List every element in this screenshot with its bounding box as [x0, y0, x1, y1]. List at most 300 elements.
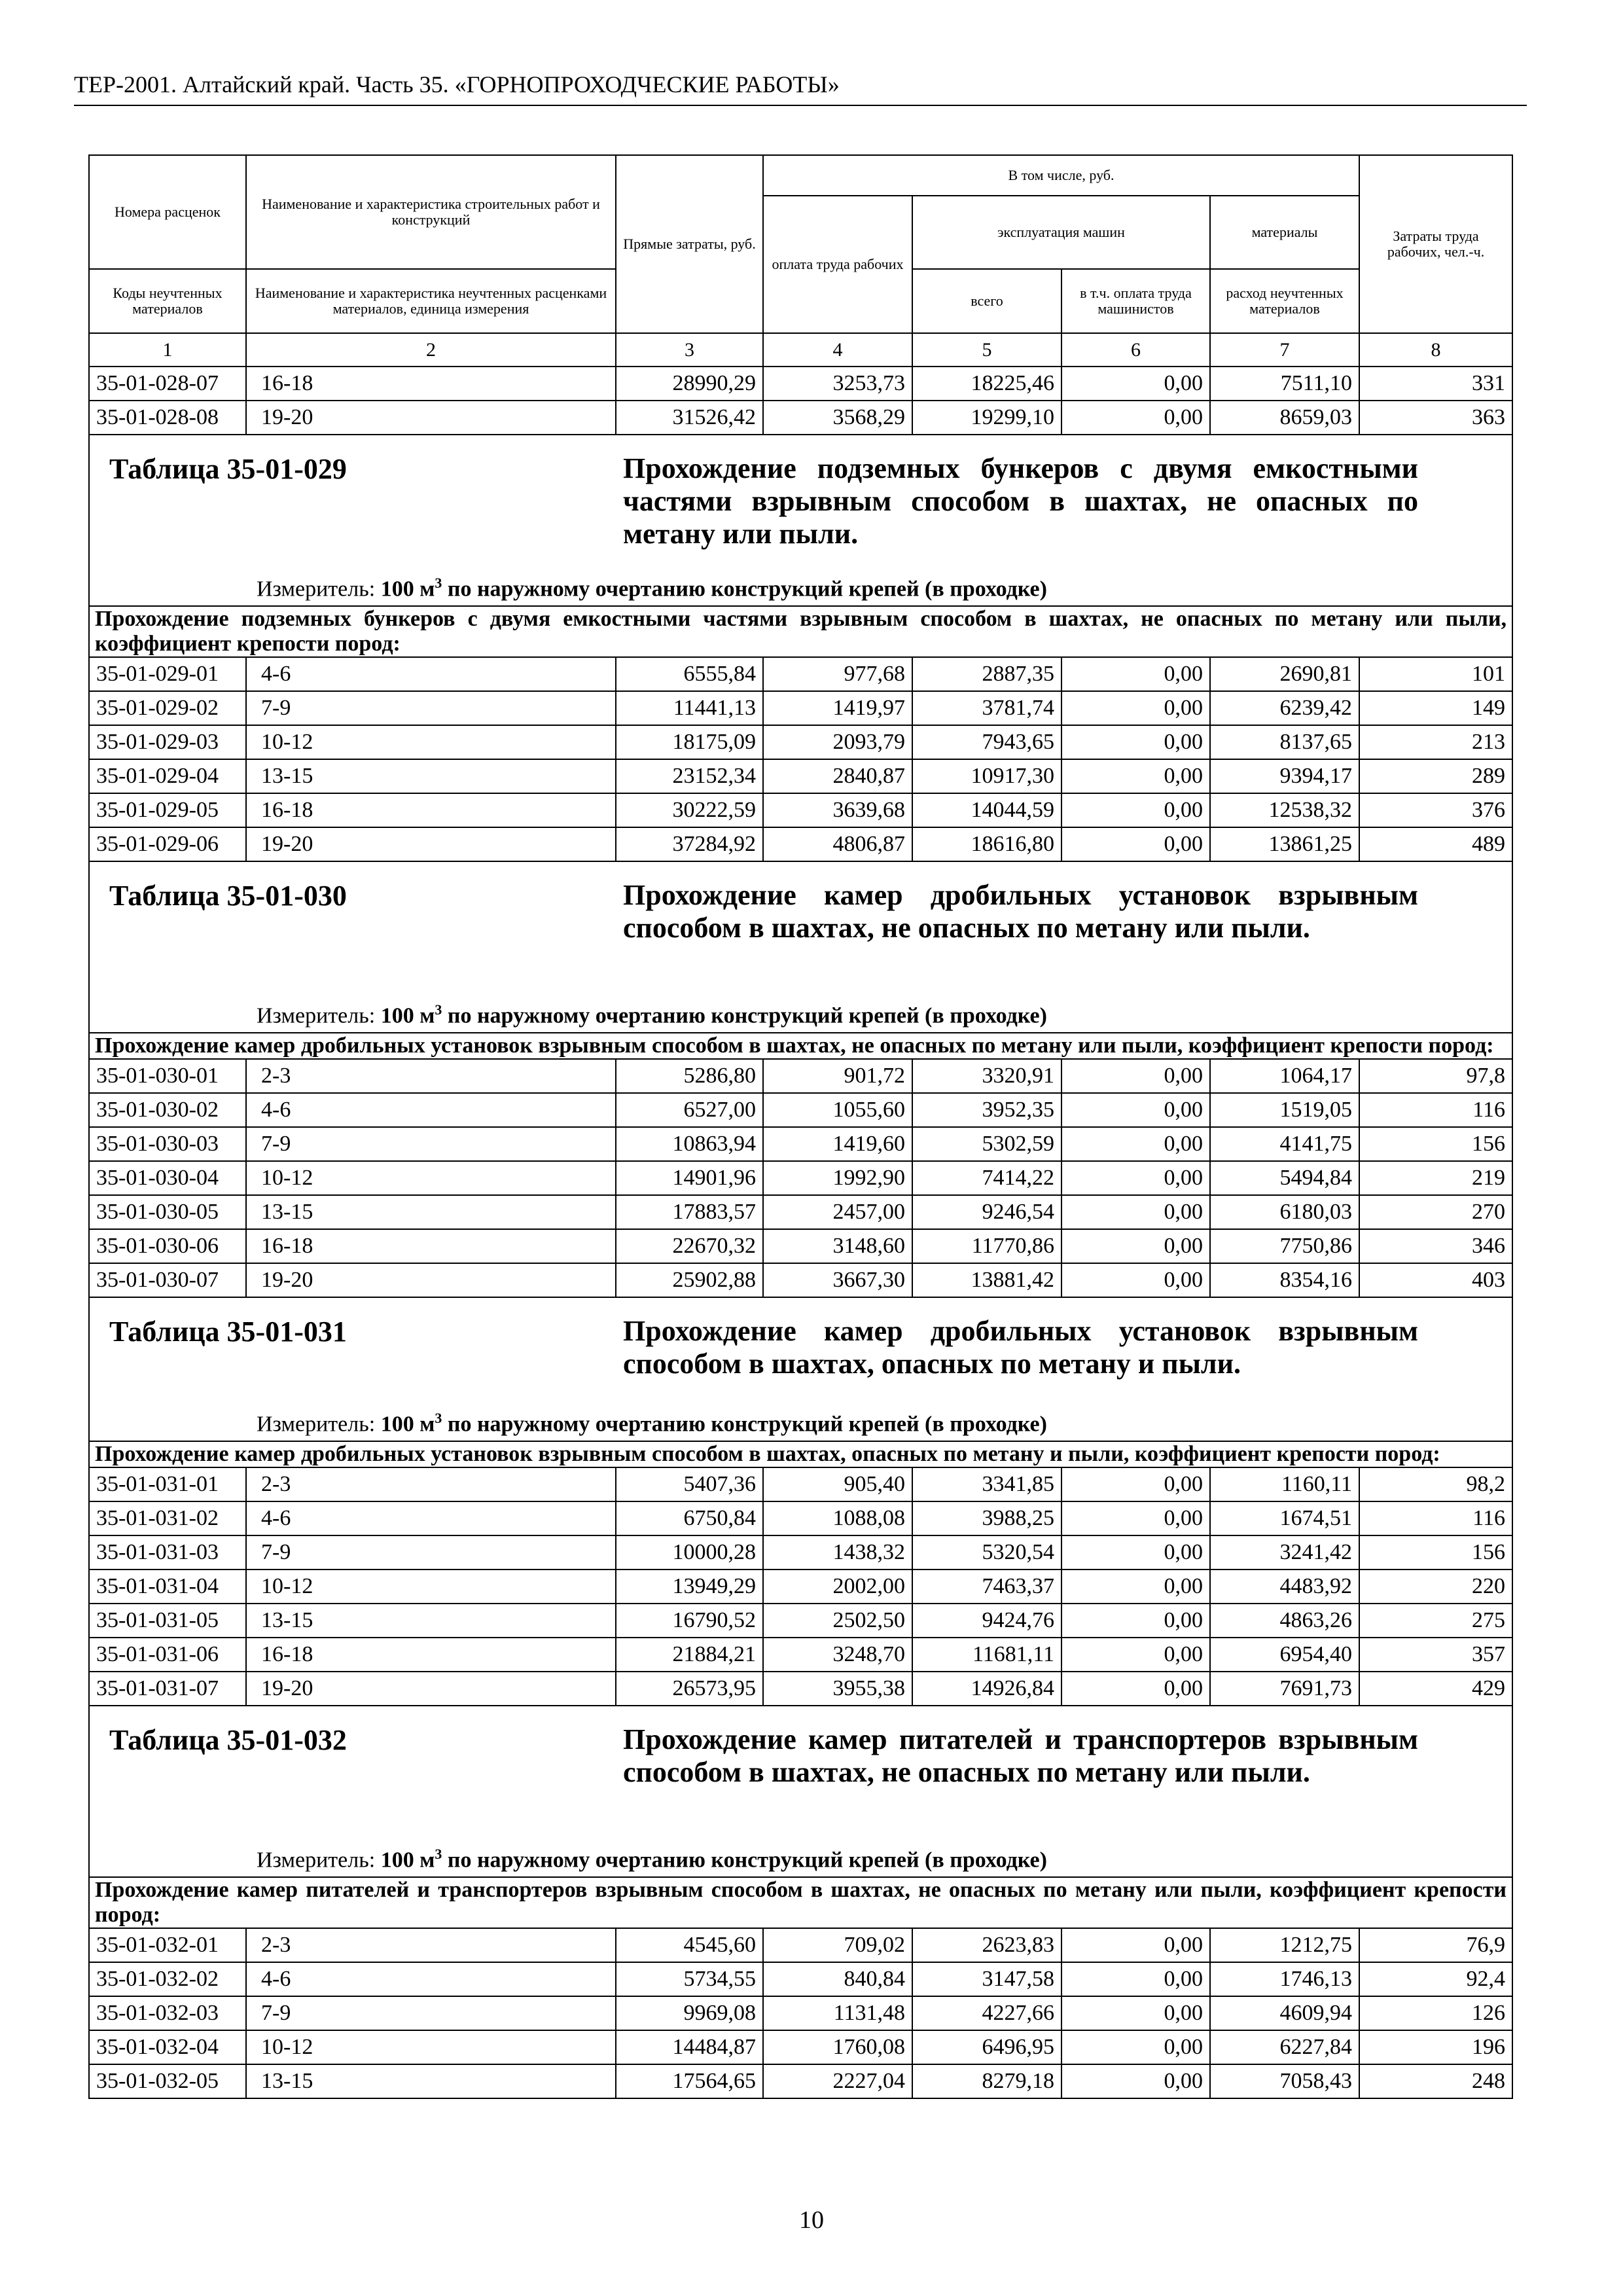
labor-hours: 156	[1359, 1127, 1512, 1161]
machinist-wages: 0,00	[1061, 1672, 1210, 1706]
rate-code: 35-01-029-01	[89, 657, 246, 691]
materials-cost: 3241,42	[1210, 1535, 1359, 1570]
measure-value: 100 м	[380, 1848, 435, 1872]
machinist-wages: 0,00	[1061, 1161, 1210, 1195]
wages: 905,40	[763, 1467, 912, 1501]
rate-code: 35-01-029-04	[89, 759, 246, 793]
direct-cost: 22670,32	[616, 1229, 763, 1263]
table-row	[89, 691, 1512, 725]
rock-hardness: 2-3	[246, 1928, 616, 1962]
rate-code: 35-01-028-07	[89, 367, 246, 401]
table-subtitle: Прохождение камер дробильных установок взрывным способом в шахтах, не опасных по метану или пыли, коэффициент крепости пород:	[89, 1033, 1512, 1059]
rate-code: 35-01-030-05	[89, 1195, 246, 1229]
materials-cost: 7511,10	[1210, 367, 1359, 401]
labor-hours: 116	[1359, 1501, 1512, 1535]
materials-cost: 6227,84	[1210, 2030, 1359, 2064]
wages: 3639,68	[763, 793, 912, 827]
measure-exponent: 3	[435, 1409, 442, 1426]
wages: 2093,79	[763, 725, 912, 759]
table-caption	[89, 435, 1512, 606]
direct-cost: 5286,80	[616, 1059, 763, 1093]
machines-total: 18225,46	[912, 367, 1061, 401]
machines-total: 10917,30	[912, 759, 1061, 793]
direct-cost: 30222,59	[616, 793, 763, 827]
direct-cost: 5734,55	[616, 1962, 763, 1996]
rock-hardness: 19-20	[246, 401, 616, 435]
labor-hours: 357	[1359, 1638, 1512, 1672]
measure-unit	[257, 575, 1047, 601]
materials-cost: 12538,32	[1210, 793, 1359, 827]
direct-cost: 17883,57	[616, 1195, 763, 1229]
col-code-sub-header: Коды неучтенных материалов	[89, 269, 246, 333]
machines-total: 5320,54	[912, 1535, 1061, 1570]
measure-value: 100 м	[380, 1003, 435, 1028]
rate-code: 35-01-030-04	[89, 1161, 246, 1195]
table-row	[89, 1501, 1512, 1535]
col-wages-header: оплата труда рабочих	[763, 196, 912, 333]
table-caption	[89, 861, 1512, 1033]
machinist-wages: 0,00	[1061, 1467, 1210, 1501]
machines-total: 3781,74	[912, 691, 1061, 725]
machinist-wages: 0,00	[1061, 1093, 1210, 1127]
direct-cost: 28990,29	[616, 367, 763, 401]
table-row	[89, 1127, 1512, 1161]
col-mat-cost-header: расход неучтенных материалов	[1210, 269, 1359, 333]
machinist-wages: 0,00	[1061, 657, 1210, 691]
table-subtitle-row	[89, 1877, 1512, 1928]
measure-label: Измеритель:	[257, 1412, 376, 1436]
materials-cost: 4863,26	[1210, 1604, 1359, 1638]
wages: 2227,04	[763, 2064, 912, 2098]
labor-hours: 489	[1359, 827, 1512, 861]
machinist-wages: 0,00	[1061, 2064, 1210, 2098]
rock-hardness: 4-6	[246, 1962, 616, 1996]
col-incl-wages-header: в т.ч. оплата труда машинистов	[1061, 269, 1210, 333]
measure-description: по наружному очертанию конструкций крепей (в проходке)	[447, 1003, 1047, 1028]
labor-hours: 363	[1359, 401, 1512, 435]
machines-total: 9424,76	[912, 1604, 1061, 1638]
materials-cost: 1674,51	[1210, 1501, 1359, 1535]
rate-code: 35-01-031-07	[89, 1672, 246, 1706]
rock-hardness: 13-15	[246, 2064, 616, 2098]
direct-cost: 10000,28	[616, 1535, 763, 1570]
machinist-wages: 0,00	[1061, 2030, 1210, 2064]
materials-cost: 6239,42	[1210, 691, 1359, 725]
materials-cost: 6180,03	[1210, 1195, 1359, 1229]
materials-cost: 8137,65	[1210, 725, 1359, 759]
measure-label: Измеритель:	[257, 1003, 376, 1028]
direct-cost: 13949,29	[616, 1570, 763, 1604]
machinist-wages: 0,00	[1061, 1535, 1210, 1570]
machines-total: 2887,35	[912, 657, 1061, 691]
labor-hours: 101	[1359, 657, 1512, 691]
materials-cost: 4483,92	[1210, 1570, 1359, 1604]
labor-hours: 76,9	[1359, 1928, 1512, 1962]
wages: 709,02	[763, 1928, 912, 1962]
direct-cost: 11441,13	[616, 691, 763, 725]
table-row	[89, 1672, 1512, 1706]
rock-hardness: 13-15	[246, 1195, 616, 1229]
machinist-wages: 0,00	[1061, 691, 1210, 725]
machines-total: 11681,11	[912, 1638, 1061, 1672]
table-title: Прохождение подземных бункеров с двумя емкостными частями взрывным способом в шахтах, не опасных по метану или пыли.	[623, 452, 1418, 550]
wages: 1419,60	[763, 1127, 912, 1161]
table-code: Таблица 35-01-032	[109, 1724, 347, 1756]
direct-cost: 6527,00	[616, 1093, 763, 1127]
table-row	[89, 1638, 1512, 1672]
wages: 3667,30	[763, 1263, 912, 1297]
col-name-header: Наименование и характеристика строительных работ и конструкций	[246, 155, 616, 269]
col-total-header: всего	[912, 269, 1061, 333]
measure-value: 100 м	[380, 1412, 435, 1436]
col-number: 6	[1061, 333, 1210, 367]
wages: 1055,60	[763, 1093, 912, 1127]
labor-hours: 346	[1359, 1229, 1512, 1263]
col-number: 4	[763, 333, 912, 367]
wages: 977,68	[763, 657, 912, 691]
table-row	[89, 1928, 1512, 1962]
table-code: Таблица 35-01-029	[109, 453, 347, 485]
rate-code: 35-01-030-01	[89, 1059, 246, 1093]
machines-total: 3320,91	[912, 1059, 1061, 1093]
wages: 1992,90	[763, 1161, 912, 1195]
rock-hardness: 10-12	[246, 1570, 616, 1604]
materials-cost: 2690,81	[1210, 657, 1359, 691]
labor-hours: 98,2	[1359, 1467, 1512, 1501]
machines-total: 5302,59	[912, 1127, 1061, 1161]
labor-hours: 376	[1359, 793, 1512, 827]
table-row	[89, 1570, 1512, 1604]
materials-cost: 1064,17	[1210, 1059, 1359, 1093]
col-number: 2	[246, 333, 616, 367]
rate-code: 35-01-032-01	[89, 1928, 246, 1962]
labor-hours: 92,4	[1359, 1962, 1512, 1996]
labor-hours: 220	[1359, 1570, 1512, 1604]
measure-description: по наружному очертанию конструкций крепей (в проходке)	[447, 1848, 1047, 1872]
machines-total: 9246,54	[912, 1195, 1061, 1229]
table-row	[89, 1161, 1512, 1195]
rock-hardness: 19-20	[246, 1263, 616, 1297]
header-rule	[74, 105, 1527, 106]
labor-hours: 156	[1359, 1535, 1512, 1570]
direct-cost: 4545,60	[616, 1928, 763, 1962]
rate-code: 35-01-031-06	[89, 1638, 246, 1672]
wages: 1131,48	[763, 1996, 912, 2030]
machines-total: 3988,25	[912, 1501, 1061, 1535]
measure-value: 100 м	[380, 577, 435, 601]
table-code: Таблица 35-01-030	[109, 880, 347, 912]
rock-hardness: 19-20	[246, 827, 616, 861]
rock-hardness: 2-3	[246, 1467, 616, 1501]
wages: 901,72	[763, 1059, 912, 1093]
machines-total: 14926,84	[912, 1672, 1061, 1706]
materials-cost: 5494,84	[1210, 1161, 1359, 1195]
machinist-wages: 0,00	[1061, 1962, 1210, 1996]
machinist-wages: 0,00	[1061, 1638, 1210, 1672]
rate-code: 35-01-031-03	[89, 1535, 246, 1570]
rate-code: 35-01-032-03	[89, 1996, 246, 2030]
rate-code: 35-01-029-06	[89, 827, 246, 861]
table-title: Прохождение камер дробильных установок взрывным способом в шахтах, опасных по метану и пыли.	[623, 1315, 1418, 1380]
table-row	[89, 1962, 1512, 1996]
direct-cost: 26573,95	[616, 1672, 763, 1706]
wages: 4806,87	[763, 827, 912, 861]
labor-hours: 196	[1359, 2030, 1512, 2064]
table-row	[89, 1535, 1512, 1570]
materials-cost: 4141,75	[1210, 1127, 1359, 1161]
table-row	[89, 1996, 1512, 2030]
machinist-wages: 0,00	[1061, 367, 1210, 401]
rock-hardness: 16-18	[246, 1229, 616, 1263]
table-subtitle-row	[89, 606, 1512, 657]
machines-total: 19299,10	[912, 401, 1061, 435]
rock-hardness: 4-6	[246, 1093, 616, 1127]
table-code: Таблица 35-01-031	[109, 1316, 347, 1348]
wages: 1438,32	[763, 1535, 912, 1570]
machines-total: 7943,65	[912, 725, 1061, 759]
machines-total: 3147,58	[912, 1962, 1061, 1996]
rate-code: 35-01-031-01	[89, 1467, 246, 1501]
wages: 3248,70	[763, 1638, 912, 1672]
wages: 2457,00	[763, 1195, 912, 1229]
labor-hours: 275	[1359, 1604, 1512, 1638]
labor-hours: 289	[1359, 759, 1512, 793]
direct-cost: 23152,34	[616, 759, 763, 793]
direct-cost: 18175,09	[616, 725, 763, 759]
labor-hours: 116	[1359, 1093, 1512, 1127]
rock-hardness: 4-6	[246, 657, 616, 691]
direct-cost: 25902,88	[616, 1263, 763, 1297]
direct-cost: 6555,84	[616, 657, 763, 691]
table-row	[89, 1059, 1512, 1093]
machinist-wages: 0,00	[1061, 1059, 1210, 1093]
table-subtitle-row	[89, 1441, 1512, 1467]
direct-cost: 6750,84	[616, 1501, 763, 1535]
table-subtitle: Прохождение камер питателей и транспортеров взрывным способом в шахтах, не опасных по метану или пыли, коэффициент крепости пород:	[89, 1877, 1512, 1928]
direct-cost: 10863,94	[616, 1127, 763, 1161]
rock-hardness: 2-3	[246, 1059, 616, 1093]
materials-cost: 4609,94	[1210, 1996, 1359, 2030]
table-row	[89, 793, 1512, 827]
machines-total: 8279,18	[912, 2064, 1061, 2098]
wages: 3253,73	[763, 367, 912, 401]
machinist-wages: 0,00	[1061, 1570, 1210, 1604]
materials-cost: 1746,13	[1210, 1962, 1359, 1996]
machinist-wages: 0,00	[1061, 1501, 1210, 1535]
labor-hours: 429	[1359, 1672, 1512, 1706]
rate-code: 35-01-032-05	[89, 2064, 246, 2098]
measure-description: по наружному очертанию конструкций крепей (в проходке)	[447, 577, 1047, 601]
table-subtitle: Прохождение камер дробильных установок взрывным способом в шахтах, опасных по метану и пыли, коэффициент крепости пород:	[89, 1441, 1512, 1467]
materials-cost: 1160,11	[1210, 1467, 1359, 1501]
rock-hardness: 10-12	[246, 2030, 616, 2064]
table-row	[89, 1229, 1512, 1263]
rock-hardness: 7-9	[246, 1535, 616, 1570]
col-number: 8	[1359, 333, 1512, 367]
labor-hours: 248	[1359, 2064, 1512, 2098]
machinist-wages: 0,00	[1061, 1996, 1210, 2030]
direct-cost: 31526,42	[616, 401, 763, 435]
labor-hours: 126	[1359, 1996, 1512, 2030]
document-header: ТЕР-2001. Алтайский край. Часть 35. «ГОРНОПРОХОДЧЕСКИЕ РАБОТЫ»	[74, 71, 840, 98]
materials-cost: 7750,86	[1210, 1229, 1359, 1263]
machinist-wages: 0,00	[1061, 1604, 1210, 1638]
rock-hardness: 13-15	[246, 759, 616, 793]
measure-label: Измеритель:	[257, 577, 376, 601]
direct-cost: 14484,87	[616, 2030, 763, 2064]
col-number: 5	[912, 333, 1061, 367]
table-row	[89, 725, 1512, 759]
measure-exponent: 3	[435, 1845, 442, 1862]
wages: 840,84	[763, 1962, 912, 1996]
materials-cost: 7058,43	[1210, 2064, 1359, 2098]
rate-code: 35-01-030-03	[89, 1127, 246, 1161]
labor-hours: 331	[1359, 367, 1512, 401]
labor-hours: 403	[1359, 1263, 1512, 1297]
table-row	[89, 657, 1512, 691]
measure-exponent: 3	[435, 574, 442, 591]
measure-unit	[257, 1846, 1047, 1873]
direct-cost: 16790,52	[616, 1604, 763, 1638]
rock-hardness: 13-15	[246, 1604, 616, 1638]
wages: 1088,08	[763, 1501, 912, 1535]
col-code-header: Номера расценок	[89, 155, 246, 269]
rate-code: 35-01-029-03	[89, 725, 246, 759]
rate-code: 35-01-030-06	[89, 1229, 246, 1263]
machines-total: 7414,22	[912, 1161, 1061, 1195]
rates-table	[88, 154, 1513, 2099]
rate-code: 35-01-031-05	[89, 1604, 246, 1638]
wages: 2002,00	[763, 1570, 912, 1604]
table-row	[89, 759, 1512, 793]
direct-cost: 9969,08	[616, 1996, 763, 2030]
materials-cost: 9394,17	[1210, 759, 1359, 793]
machinist-wages: 0,00	[1061, 725, 1210, 759]
rate-code: 35-01-032-02	[89, 1962, 246, 1996]
table-caption-row	[89, 1297, 1512, 1441]
direct-cost: 14901,96	[616, 1161, 763, 1195]
machinist-wages: 0,00	[1061, 827, 1210, 861]
machines-total: 2623,83	[912, 1928, 1061, 1962]
machines-total: 11770,86	[912, 1229, 1061, 1263]
rate-code: 35-01-029-05	[89, 793, 246, 827]
col-materials-header: материалы	[1210, 196, 1359, 269]
measure-unit	[257, 1001, 1047, 1028]
materials-cost: 7691,73	[1210, 1672, 1359, 1706]
machinist-wages: 0,00	[1061, 1195, 1210, 1229]
wages: 2840,87	[763, 759, 912, 793]
rock-hardness: 16-18	[246, 1638, 616, 1672]
table-row	[89, 1195, 1512, 1229]
col-number: 7	[1210, 333, 1359, 367]
machinist-wages: 0,00	[1061, 1127, 1210, 1161]
measure-exponent: 3	[435, 1001, 442, 1018]
table-row	[89, 1467, 1512, 1501]
materials-cost: 8659,03	[1210, 401, 1359, 435]
wages: 3568,29	[763, 401, 912, 435]
wages: 1419,97	[763, 691, 912, 725]
rock-hardness: 10-12	[246, 725, 616, 759]
direct-cost: 5407,36	[616, 1467, 763, 1501]
machines-total: 6496,95	[912, 2030, 1061, 2064]
rock-hardness: 7-9	[246, 1996, 616, 2030]
rate-code: 35-01-030-07	[89, 1263, 246, 1297]
materials-cost: 13861,25	[1210, 827, 1359, 861]
table-subtitle-row	[89, 1033, 1512, 1059]
col-number: 1	[89, 333, 246, 367]
labor-hours: 270	[1359, 1195, 1512, 1229]
rock-hardness: 16-18	[246, 793, 616, 827]
materials-cost: 8354,16	[1210, 1263, 1359, 1297]
col-machines-header: эксплуатация машин	[912, 196, 1210, 269]
table-caption	[89, 1297, 1512, 1441]
table-row	[89, 1604, 1512, 1638]
rate-code: 35-01-029-02	[89, 691, 246, 725]
measure-unit	[257, 1410, 1047, 1437]
table-title: Прохождение камер питателей и транспортеров взрывным способом в шахтах, не опасных по метану или пыли.	[623, 1723, 1418, 1788]
rock-hardness: 16-18	[246, 367, 616, 401]
rate-code: 35-01-032-04	[89, 2030, 246, 2064]
labor-hours: 213	[1359, 725, 1512, 759]
table-row	[89, 367, 1512, 401]
materials-cost: 1519,05	[1210, 1093, 1359, 1127]
col-name-sub-header: Наименование и характеристика неучтенных расценками материалов, единица измерения	[246, 269, 616, 333]
rock-hardness: 7-9	[246, 691, 616, 725]
col-number: 3	[616, 333, 763, 367]
table-caption-row	[89, 861, 1512, 1033]
machines-total: 13881,42	[912, 1263, 1061, 1297]
col-direct-header: Прямые затраты, руб.	[616, 155, 763, 333]
table-title: Прохождение камер дробильных установок взрывным способом в шахтах, не опасных по метану или пыли.	[623, 879, 1418, 944]
col-in-that-header: В том числе, руб.	[763, 155, 1359, 196]
rock-hardness: 19-20	[246, 1672, 616, 1706]
machinist-wages: 0,00	[1061, 1229, 1210, 1263]
rate-code: 35-01-031-04	[89, 1570, 246, 1604]
materials-cost: 6954,40	[1210, 1638, 1359, 1672]
table-row	[89, 401, 1512, 435]
machinist-wages: 0,00	[1061, 1928, 1210, 1962]
machines-total: 3341,85	[912, 1467, 1061, 1501]
wages: 1760,08	[763, 2030, 912, 2064]
direct-cost: 37284,92	[616, 827, 763, 861]
direct-cost: 17564,65	[616, 2064, 763, 2098]
wages: 3955,38	[763, 1672, 912, 1706]
table-caption-row	[89, 435, 1512, 606]
materials-cost: 1212,75	[1210, 1928, 1359, 1962]
measure-description: по наружному очертанию конструкций крепей (в проходке)	[447, 1412, 1047, 1436]
machines-total: 18616,80	[912, 827, 1061, 861]
table-row	[89, 827, 1512, 861]
col-labor-header: Затраты труда рабочих, чел.-ч.	[1359, 155, 1512, 333]
rock-hardness: 7-9	[246, 1127, 616, 1161]
machines-total: 14044,59	[912, 793, 1061, 827]
machines-total: 4227,66	[912, 1996, 1061, 2030]
rate-code: 35-01-030-02	[89, 1093, 246, 1127]
machinist-wages: 0,00	[1061, 1263, 1210, 1297]
machines-total: 7463,37	[912, 1570, 1061, 1604]
table-subtitle: Прохождение подземных бункеров с двумя емкостными частями взрывным способом в шахтах, не опасных по метану или пыли, коэффициент крепости пород:	[89, 606, 1512, 657]
direct-cost: 21884,21	[616, 1638, 763, 1672]
table-row	[89, 2064, 1512, 2098]
rock-hardness: 10-12	[246, 1161, 616, 1195]
wages: 2502,50	[763, 1604, 912, 1638]
labor-hours: 149	[1359, 691, 1512, 725]
wages: 3148,60	[763, 1229, 912, 1263]
table-row	[89, 2030, 1512, 2064]
rate-code: 35-01-031-02	[89, 1501, 246, 1535]
rock-hardness: 4-6	[246, 1501, 616, 1535]
machinist-wages: 0,00	[1061, 759, 1210, 793]
